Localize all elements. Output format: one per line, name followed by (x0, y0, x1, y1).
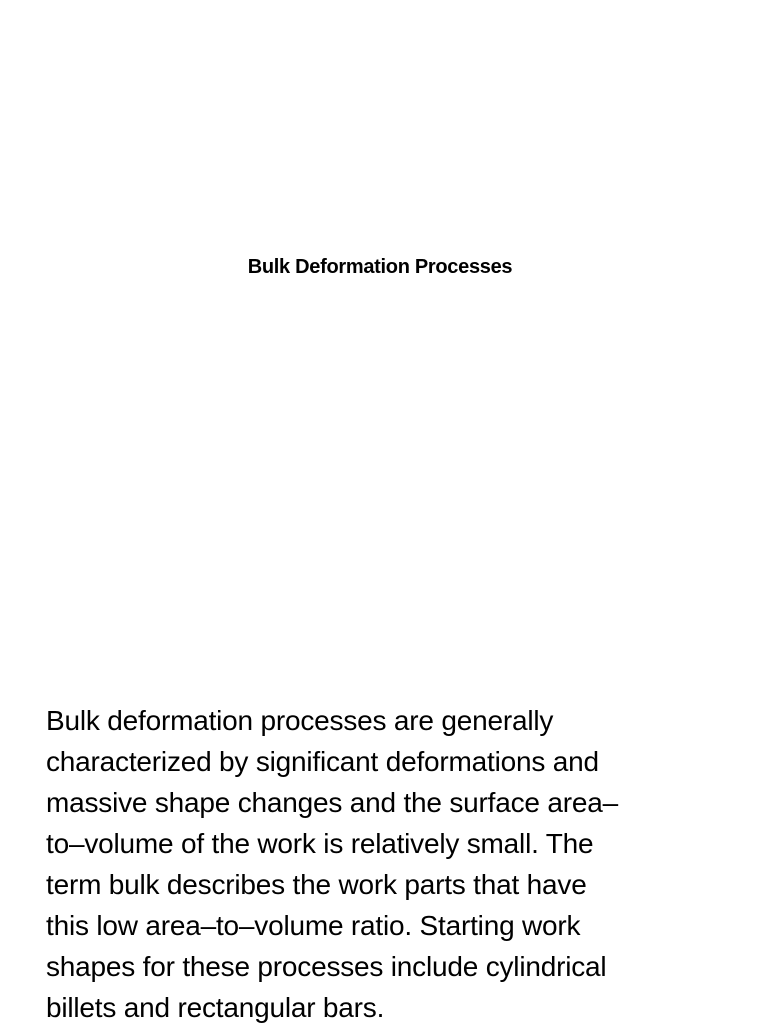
body-line-4: to–volume of the work is relatively small. The (46, 828, 594, 859)
body-line-7: shapes for these processes include cylindrical (46, 951, 607, 982)
body-line-8: billets and rectangular bars. (46, 992, 385, 1023)
body-line-2: characterized by significant deformations and (46, 746, 599, 777)
body-line-3: massive shape changes and the surface area– (46, 787, 618, 818)
body-line-1: Bulk deformation processes are generally (46, 705, 554, 736)
document-title: Bulk Deformation Processes (247, 256, 513, 278)
body-line-5: term bulk describes the work parts that have (46, 869, 587, 900)
body-paragraph (46, 700, 736, 1028)
body-line-6: this low area–to–volume ratio. Starting work (46, 910, 581, 941)
